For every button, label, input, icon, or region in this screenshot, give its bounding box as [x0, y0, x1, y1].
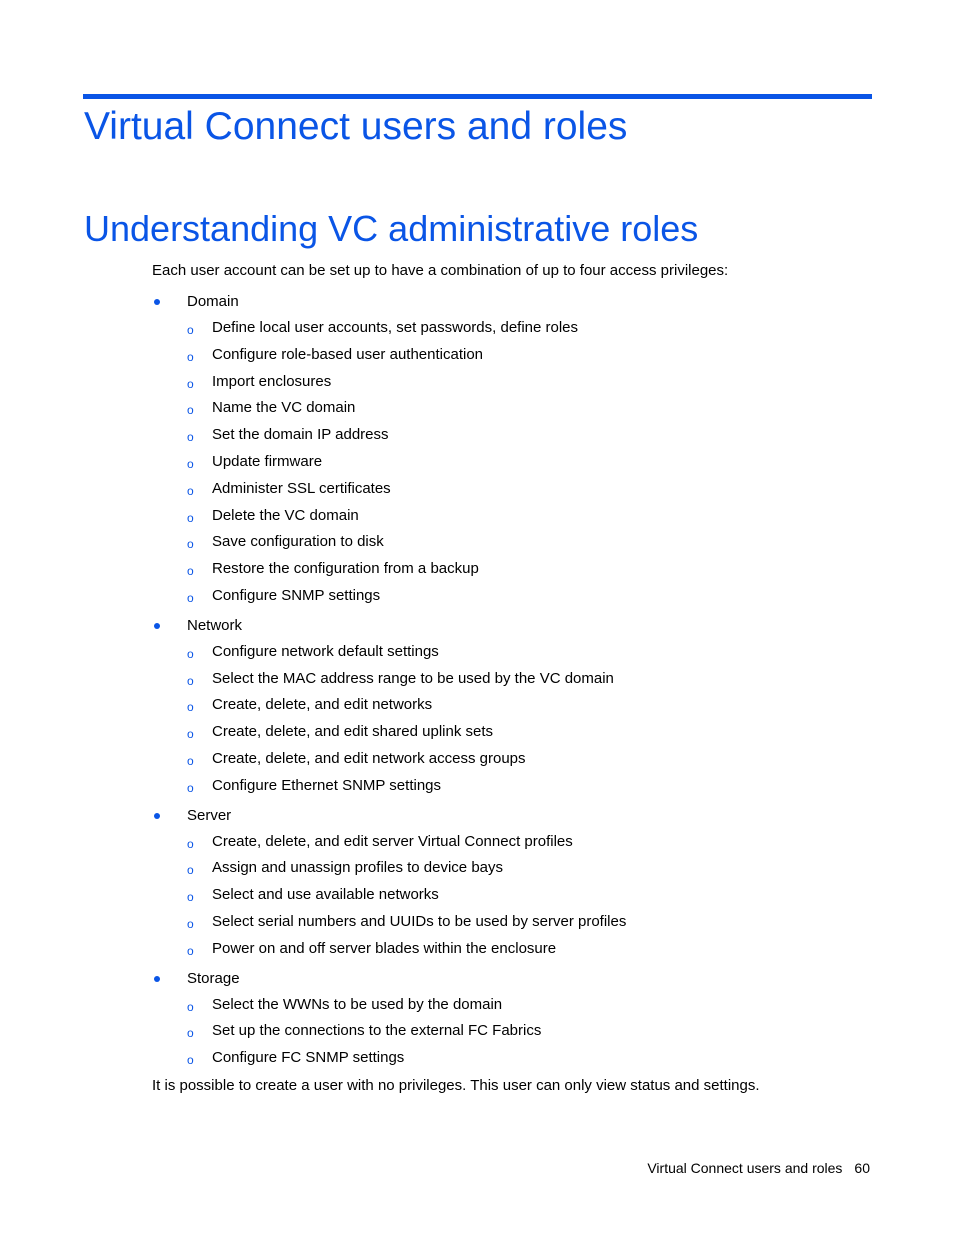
hollow-circle-bullet-icon: o [187, 999, 194, 1014]
privilege-capability-item [187, 666, 852, 693]
capability-text: Create, delete, and edit server Virtual Connect profiles [212, 832, 573, 850]
capability-text: Select the MAC address range to be used by the VC domain [212, 669, 614, 687]
privilege-capability-item [187, 992, 852, 1019]
hollow-circle-bullet-icon: o [187, 673, 194, 688]
privilege-sub-list [187, 992, 852, 1072]
hollow-circle-bullet-icon: o [187, 646, 194, 661]
hollow-circle-bullet-icon: o [187, 590, 194, 605]
capability-text: Select the WWNs to be used by the domain [212, 995, 503, 1013]
chapter-top-rule [83, 94, 872, 99]
privilege-item [152, 965, 852, 1072]
privilege-capability-item [187, 369, 852, 396]
capability-text: Assign and unassign profiles to device bays [212, 859, 504, 877]
capability-text: Name the VC domain [212, 399, 356, 417]
hollow-circle-bullet-icon: o [187, 890, 194, 905]
filled-dot-bullet-icon [154, 976, 160, 982]
capability-text: Delete the VC domain [212, 506, 359, 524]
privilege-capability-item [187, 315, 852, 342]
hollow-circle-bullet-icon: o [187, 349, 194, 364]
capability-text: Import enclosures [212, 372, 332, 390]
privilege-sub-list [187, 829, 852, 963]
capability-text: Configure role-based user authentication [212, 345, 484, 363]
capability-text: Select and use available networks [212, 886, 439, 904]
privilege-capability-item [187, 1018, 852, 1045]
privilege-capability-item [187, 556, 852, 583]
privilege-capability-item [187, 719, 852, 746]
hollow-circle-bullet-icon: o [187, 863, 194, 878]
privilege-capability-item [187, 829, 852, 856]
hollow-circle-bullet-icon: o [187, 510, 194, 525]
capability-text: Configure network default settings [212, 642, 439, 660]
hollow-circle-bullet-icon: o [187, 376, 194, 391]
privilege-item [152, 802, 852, 963]
hollow-circle-bullet-icon: o [187, 727, 194, 742]
page-number: 60 [854, 1160, 870, 1176]
privilege-capability-item [187, 936, 852, 963]
privilege-label: Server [187, 806, 232, 824]
privilege-capability-item [187, 882, 852, 909]
privilege-capability-item [187, 639, 852, 666]
capability-text: Select serial numbers and UUIDs to be used by server profiles [212, 912, 627, 930]
capability-text: Configure SNMP settings [212, 586, 381, 604]
privilege-capability-item [187, 909, 852, 936]
hollow-circle-bullet-icon: o [187, 564, 194, 579]
privilege-capability-item [187, 692, 852, 719]
hollow-circle-bullet-icon: o [187, 403, 194, 418]
page-footer [647, 1158, 870, 1178]
filled-dot-bullet-icon [154, 299, 160, 305]
privilege-capability-item [187, 342, 852, 369]
privilege-capability-item [187, 1045, 852, 1072]
hollow-circle-bullet-icon: o [187, 1053, 194, 1068]
privilege-label: Storage [187, 969, 240, 987]
hollow-circle-bullet-icon: o [187, 537, 194, 552]
hollow-circle-bullet-icon: o [187, 916, 194, 931]
section-title: Understanding VC administrative roles [84, 208, 699, 249]
hollow-circle-bullet-icon: o [187, 456, 194, 471]
privilege-list [152, 286, 852, 1072]
hollow-circle-bullet-icon: o [187, 1026, 194, 1041]
privilege-sub-list [187, 315, 852, 610]
hollow-circle-bullet-icon: o [187, 430, 194, 445]
capability-text: Restore the configuration from a backup [212, 560, 479, 578]
capability-text: Save configuration to disk [212, 533, 384, 551]
chapter-title: Virtual Connect users and roles [84, 105, 628, 148]
capability-text: Power on and off server blades within the enclosure [212, 939, 557, 957]
filled-dot-bullet-icon [154, 623, 160, 629]
capability-text: Create, delete, and edit network access groups [212, 749, 526, 767]
privilege-item [152, 612, 852, 800]
hollow-circle-bullet-icon: o [187, 836, 194, 851]
hollow-circle-bullet-icon: o [187, 753, 194, 768]
hollow-circle-bullet-icon: o [187, 483, 194, 498]
privilege-capability-item [187, 855, 852, 882]
privilege-capability-item [187, 529, 852, 556]
footer-title: Virtual Connect users and roles [647, 1160, 843, 1176]
privilege-label: Domain [187, 293, 239, 310]
capability-text: Define local user accounts, set passwords, define roles [212, 319, 579, 336]
intro-paragraph: Each user account can be set up to have a combination of up to four access privileges: [152, 262, 729, 279]
capability-text: Update firmware [212, 452, 323, 470]
capability-text: Administer SSL certificates [212, 479, 391, 497]
filled-dot-bullet-icon [154, 813, 160, 819]
privilege-capability-item [187, 503, 852, 530]
hollow-circle-bullet-icon: o [187, 323, 194, 337]
hollow-circle-bullet-icon: o [187, 943, 194, 958]
privilege-capability-item [187, 395, 852, 422]
capability-text: Create, delete, and edit networks [212, 696, 433, 714]
capability-text: Configure FC SNMP settings [212, 1049, 405, 1067]
privilege-capability-item [187, 773, 852, 800]
privilege-capability-item [187, 746, 852, 773]
privilege-item [152, 288, 852, 610]
privilege-capability-item [187, 583, 852, 610]
capability-text: Set the domain IP address [212, 426, 389, 444]
privilege-label: Network [187, 616, 243, 634]
capability-text: Set up the connections to the external FC Fabrics [212, 1022, 542, 1040]
hollow-circle-bullet-icon: o [187, 700, 194, 715]
privilege-capability-item [187, 476, 852, 503]
closing-paragraph: It is possible to create a user with no privileges. This user can only view status and settings. [152, 1077, 760, 1094]
privilege-sub-list [187, 639, 852, 800]
hollow-circle-bullet-icon: o [187, 780, 194, 795]
capability-text: Configure Ethernet SNMP settings [212, 776, 442, 794]
privilege-capability-item [187, 449, 852, 476]
privilege-capability-item [187, 422, 852, 449]
capability-text: Create, delete, and edit shared uplink sets [212, 723, 494, 741]
